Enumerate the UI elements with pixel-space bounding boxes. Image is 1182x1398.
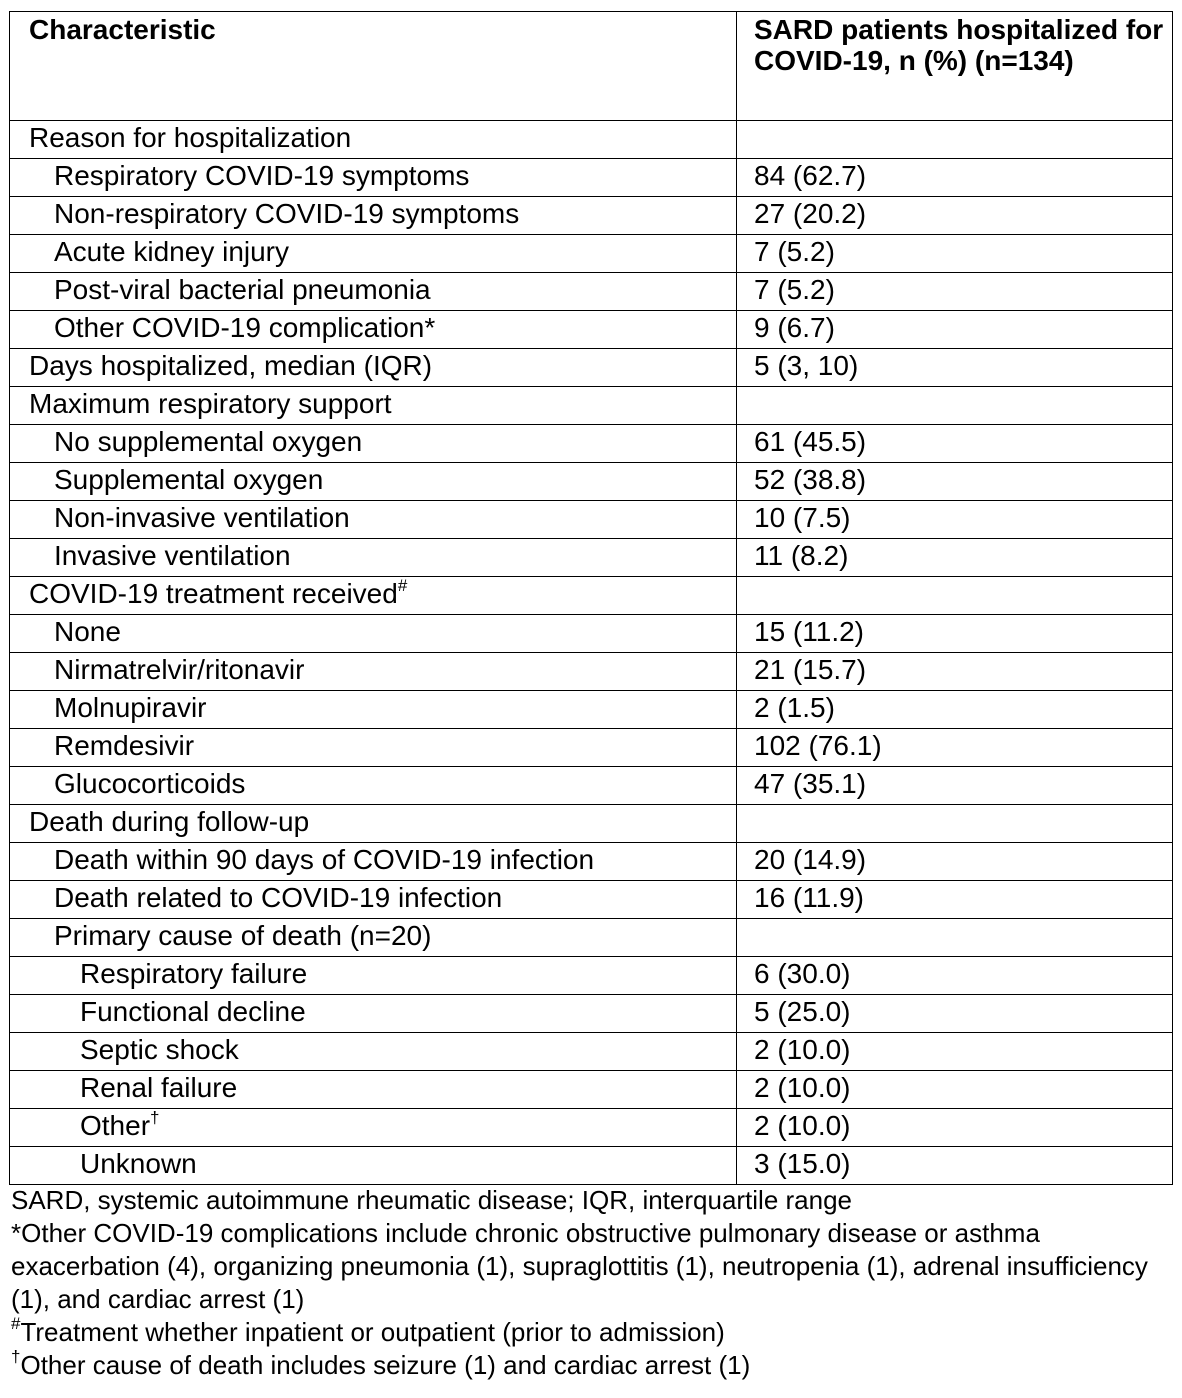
row-label: Supplemental oxygen	[10, 463, 737, 501]
row-value: 84 (62.7)	[737, 159, 1173, 197]
row-value: 9 (6.7)	[737, 311, 1173, 349]
row-label: Non-respiratory COVID-19 symptoms	[10, 197, 737, 235]
row-value: 5 (25.0)	[737, 995, 1173, 1033]
row-value	[737, 121, 1173, 159]
row-value: 5 (3, 10)	[737, 349, 1173, 387]
row-value: 10 (7.5)	[737, 501, 1173, 539]
row-label: Invasive ventilation	[10, 539, 737, 577]
table-row	[10, 1071, 1173, 1109]
footnote-mark: #	[397, 576, 408, 595]
row-value: 102 (76.1)	[737, 729, 1173, 767]
row-label: Respiratory COVID-19 symptoms	[10, 159, 737, 197]
table-row	[10, 729, 1173, 767]
table-row	[10, 1033, 1173, 1071]
row-value	[737, 577, 1173, 615]
table-row	[10, 349, 1173, 387]
row-value	[737, 387, 1173, 425]
header-characteristic: Characteristic	[10, 12, 737, 121]
row-label: Death during follow-up	[10, 805, 737, 843]
table-row	[10, 197, 1173, 235]
row-value	[737, 805, 1173, 843]
table-row	[10, 1109, 1173, 1147]
table-row	[10, 539, 1173, 577]
footnote-death-cause: †Other cause of death includes seizure (1) and cardiac arrest (1)	[11, 1347, 751, 1380]
row-label: Molnupiravir	[10, 691, 737, 729]
table-header-row	[10, 12, 1173, 121]
table-row	[10, 957, 1173, 995]
footnote-mark: †	[150, 1108, 160, 1127]
row-value	[737, 919, 1173, 957]
row-value: 7 (5.2)	[737, 235, 1173, 273]
table-row	[10, 1147, 1173, 1185]
row-label: Other†	[10, 1109, 737, 1147]
row-label: Nirmatrelvir/ritonavir	[10, 653, 737, 691]
covid-hospitalization-table	[9, 11, 1173, 1185]
row-label: Unknown	[10, 1147, 737, 1185]
table-row	[10, 387, 1173, 425]
row-label: None	[10, 615, 737, 653]
row-value: 16 (11.9)	[737, 881, 1173, 919]
footnote-mark: †	[11, 1347, 21, 1367]
table-row	[10, 273, 1173, 311]
table-row	[10, 881, 1173, 919]
table-row	[10, 843, 1173, 881]
row-label: Renal failure	[10, 1071, 737, 1109]
row-value: 47 (35.1)	[737, 767, 1173, 805]
row-label: No supplemental oxygen	[10, 425, 737, 463]
table-row	[10, 615, 1173, 653]
row-label: Other COVID-19 complication*	[10, 311, 737, 349]
footnote-mark: #	[11, 1314, 21, 1334]
footnote-treatment: #Treatment whether inpatient or outpatient (prior to admission)	[11, 1314, 725, 1347]
row-label: Post-viral bacterial pneumonia	[10, 273, 737, 311]
row-value: 21 (15.7)	[737, 653, 1173, 691]
table-row	[10, 691, 1173, 729]
row-label: Acute kidney injury	[10, 235, 737, 273]
table-row	[10, 995, 1173, 1033]
header-sard-patients: SARD patients hospitalized for COVID-19, n (%) (n=134)	[737, 12, 1173, 121]
row-value: 11 (8.2)	[737, 539, 1173, 577]
footnote-abbreviations: SARD, systemic autoimmune rheumatic disease; IQR, interquartile range	[11, 1185, 853, 1215]
table-footnotes	[11, 1184, 1176, 1382]
table-row	[10, 311, 1173, 349]
row-label: COVID-19 treatment received#	[10, 577, 737, 615]
row-label: Primary cause of death (n=20)	[10, 919, 737, 957]
row-value: 27 (20.2)	[737, 197, 1173, 235]
table-row	[10, 425, 1173, 463]
table-row	[10, 463, 1173, 501]
row-label: Non-invasive ventilation	[10, 501, 737, 539]
row-value: 20 (14.9)	[737, 843, 1173, 881]
table-row	[10, 121, 1173, 159]
row-label: Remdesivir	[10, 729, 737, 767]
table-row	[10, 805, 1173, 843]
row-label: Respiratory failure	[10, 957, 737, 995]
table-row	[10, 577, 1173, 615]
row-value: 15 (11.2)	[737, 615, 1173, 653]
row-value: 2 (1.5)	[737, 691, 1173, 729]
table-row	[10, 159, 1173, 197]
row-value: 2 (10.0)	[737, 1109, 1173, 1147]
row-label: Death within 90 days of COVID-19 infection	[10, 843, 737, 881]
row-value: 3 (15.0)	[737, 1147, 1173, 1185]
table-row	[10, 653, 1173, 691]
row-value: 2 (10.0)	[737, 1071, 1173, 1109]
table-body	[10, 121, 1173, 1185]
row-label: Reason for hospitalization	[10, 121, 737, 159]
table-row	[10, 767, 1173, 805]
row-label: Death related to COVID-19 infection	[10, 881, 737, 919]
row-value: 52 (38.8)	[737, 463, 1173, 501]
row-label: Septic shock	[10, 1033, 737, 1071]
row-value: 7 (5.2)	[737, 273, 1173, 311]
row-value: 61 (45.5)	[737, 425, 1173, 463]
table-row	[10, 501, 1173, 539]
table-row	[10, 235, 1173, 273]
row-value: 2 (10.0)	[737, 1033, 1173, 1071]
row-value: 6 (30.0)	[737, 957, 1173, 995]
row-label: Maximum respiratory support	[10, 387, 737, 425]
row-label: Days hospitalized, median (IQR)	[10, 349, 737, 387]
row-label: Glucocorticoids	[10, 767, 737, 805]
row-label: Functional decline	[10, 995, 737, 1033]
table-row	[10, 919, 1173, 957]
footnote-other-complications: *Other COVID-19 complications include chronic obstructive pulmonary disease or asthma exacerbation (4), organizing pneumonia (1), supraglottitis (1), neutropenia (1), adrenal insufficiency (1), and cardiac arrest (1)	[11, 1218, 1148, 1314]
